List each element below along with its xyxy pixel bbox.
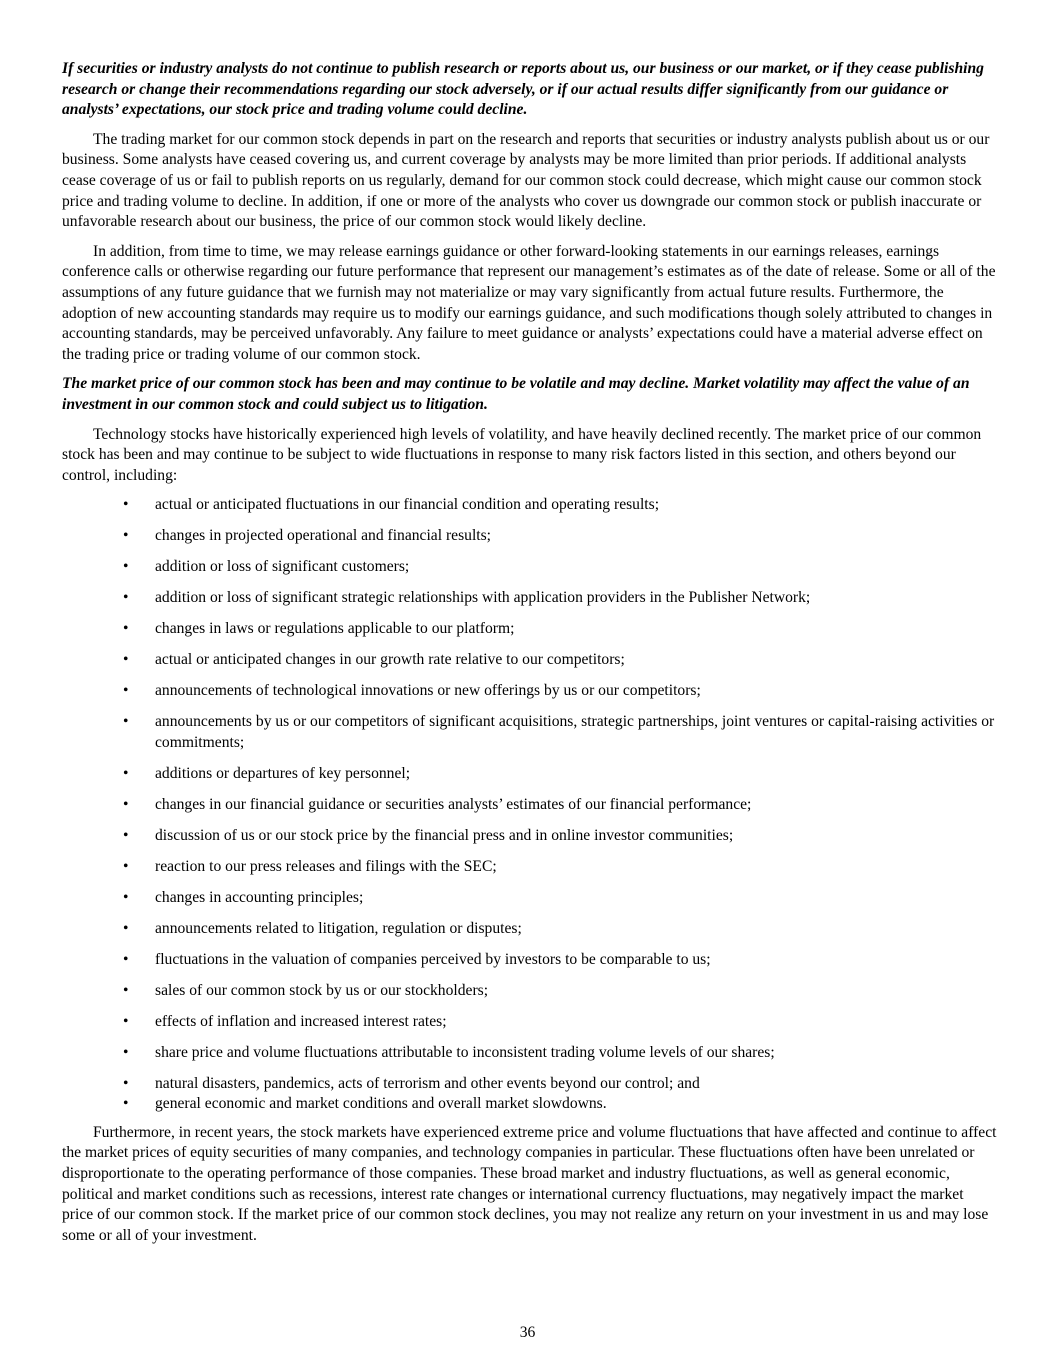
list-item xyxy=(62,981,997,1002)
list-item xyxy=(62,1012,997,1033)
list-item-text: announcements of technological innovations or new offerings by us or our competitors; xyxy=(155,682,701,700)
list-item-text: reaction to our press releases and filings with the SEC; xyxy=(155,857,497,875)
list-item xyxy=(62,857,997,878)
list-item-text: actual or anticipated changes in our growth rate relative to our competitors; xyxy=(155,651,625,669)
list-item-text: additions or departures of key personnel; xyxy=(155,764,411,782)
bullet-icon: • xyxy=(123,1012,129,1030)
risk-factor-bullet-list xyxy=(62,495,997,1115)
bullet-icon: • xyxy=(123,1074,129,1092)
list-item xyxy=(62,764,997,785)
bullet-icon: • xyxy=(123,527,129,545)
bullet-icon: • xyxy=(123,795,129,813)
list-item-text: natural disasters, pandemics, acts of terrorism and other events beyond our control; and xyxy=(155,1074,700,1092)
list-item xyxy=(62,619,997,640)
paragraph-analyst-coverage: The trading market for our common stock depends in part on the research and reports that securities or industry analysts publish about us or our business. Some analysts have ceased covering us, and current coverage by analysts may be more limited than prior periods. If additional analysts cease coverage of us or fail to publish reports on us regularly, demand for our common stock could decrease, which might cause our common stock price and trading volume to decline. In addition, if one or more of the analysts who cover us downgrade our common stock or publish inaccurate or unfavorable research about our business, the price of our common stock would likely decline. xyxy=(62,130,990,231)
list-item xyxy=(62,1094,997,1115)
list-item xyxy=(62,588,997,609)
bullet-icon: • xyxy=(123,589,129,607)
list-item xyxy=(62,919,997,940)
list-item-text: actual or anticipated fluctuations in our financial condition and operating results; xyxy=(155,496,660,514)
list-item-text: changes in accounting principles; xyxy=(155,888,364,906)
list-item xyxy=(62,888,997,909)
list-item-text: changes in our financial guidance or securities analysts’ estimates of our financial performance; xyxy=(155,795,752,813)
list-item xyxy=(62,712,997,753)
list-item xyxy=(62,495,997,516)
list-item xyxy=(62,795,997,816)
list-item-text: share price and volume fluctuations attributable to inconsistent trading volume levels of our shares; xyxy=(155,1043,775,1061)
paragraph-earnings-guidance: In addition, from time to time, we may release earnings guidance or other forward-looking statements in our earnings releases, earnings conference calls or otherwise regarding our future performance that represent our management’s estimates as of the date of release. Some or all of the assumptions of any future guidance that we furnish may not materialize or may vary significantly from actual future results. Furthermore, the adoption of new accounting standards may require us to modify our earnings guidance, and such modifications though solely attributed to changes in accounting standards, may be perceived unfavorably. Any failure to meet guidance or analysts’ expectations could have a material adverse effect on the trading price or trading volume of our common stock. xyxy=(62,242,996,363)
page-number: 36 xyxy=(519,1324,536,1341)
list-item xyxy=(62,1043,997,1064)
list-item xyxy=(62,526,997,547)
bullet-icon: • xyxy=(123,651,129,669)
bullet-icon: • xyxy=(123,1095,129,1113)
list-item xyxy=(62,557,997,578)
list-item-text: effects of inflation and increased interest rates; xyxy=(155,1012,447,1030)
bullet-icon: • xyxy=(123,857,129,875)
paragraph-volatility-intro: Technology stocks have historically experienced high levels of volatility, and have heavily declined recently. The market price of our common stock has been and may continue to be subject to wide fluctuations in response to many risk factors listed in this section, and others beyond our control, including: xyxy=(62,425,982,484)
list-item-text: fluctuations in the valuation of companies perceived by investors to be comparable to us; xyxy=(155,950,711,968)
bullet-icon: • xyxy=(123,981,129,999)
risk-factor-heading-volatility: The market price of our common stock has been and may continue to be volatile and may decline. Market volatility may affect the value of an investment in our common stock and could subject us to litigation. xyxy=(62,375,970,413)
list-item-text: announcements related to litigation, regulation or disputes; xyxy=(155,919,522,937)
risk-factor-heading-analysts: If securities or industry analysts do not continue to publish research or reports about us, our business or our market, or if they cease publishing research or change their recommendations regarding our stock adversely, or if our actual results differ significantly from our guidance or analysts’ expectations, our stock price and trading volume could decline. xyxy=(62,60,984,119)
list-item-text: general economic and market conditions and overall market slowdowns. xyxy=(155,1095,607,1113)
list-item-text: announcements by us or our competitors of significant acquisitions, strategic partnerships, joint ventures or capital-raising activities or commitments; xyxy=(155,713,995,751)
bullet-icon: • xyxy=(123,950,129,968)
list-item-text: changes in laws or regulations applicable to our platform; xyxy=(155,620,515,638)
bullet-icon: • xyxy=(123,919,129,937)
bullet-icon: • xyxy=(123,558,129,576)
document-page xyxy=(62,59,997,1255)
list-item-text: changes in projected operational and financial results; xyxy=(155,527,492,545)
list-item-text: sales of our common stock by us or our stockholders; xyxy=(155,981,489,999)
list-item-text: addition or loss of significant customers; xyxy=(155,558,410,576)
bullet-icon: • xyxy=(123,764,129,782)
bullet-icon: • xyxy=(123,682,129,700)
list-item xyxy=(62,950,997,971)
bullet-icon: • xyxy=(123,888,129,906)
list-item xyxy=(62,681,997,702)
bullet-icon: • xyxy=(123,1043,129,1061)
list-item xyxy=(62,1074,997,1095)
bullet-icon: • xyxy=(123,826,129,844)
list-item xyxy=(62,650,997,671)
list-item-text: addition or loss of significant strategic relationships with application providers in the Publisher Network; xyxy=(155,589,811,607)
bullet-icon: • xyxy=(123,620,129,638)
bullet-icon: • xyxy=(123,713,129,731)
paragraph-market-fluctuations: Furthermore, in recent years, the stock markets have experienced extreme price and volume fluctuations that have affected and continue to affect the market prices of equity securities of many companies, and technology companies in particular. These fluctuations often have been unrelated or disproportionate to the operating performance of those companies. These broad market and industry fluctuations, as well as general economic, political and market conditions such as recessions, interest rate changes or international currency fluctuations, may negatively impact the market price of our common stock. If the market price of our common stock declines, you may not realize any return on your investment in us and may lose some or all of your investment. xyxy=(62,1123,997,1244)
list-item-text: discussion of us or our stock price by the financial press and in online investor communities; xyxy=(155,826,734,844)
bullet-icon: • xyxy=(123,496,129,514)
list-item xyxy=(62,826,997,847)
